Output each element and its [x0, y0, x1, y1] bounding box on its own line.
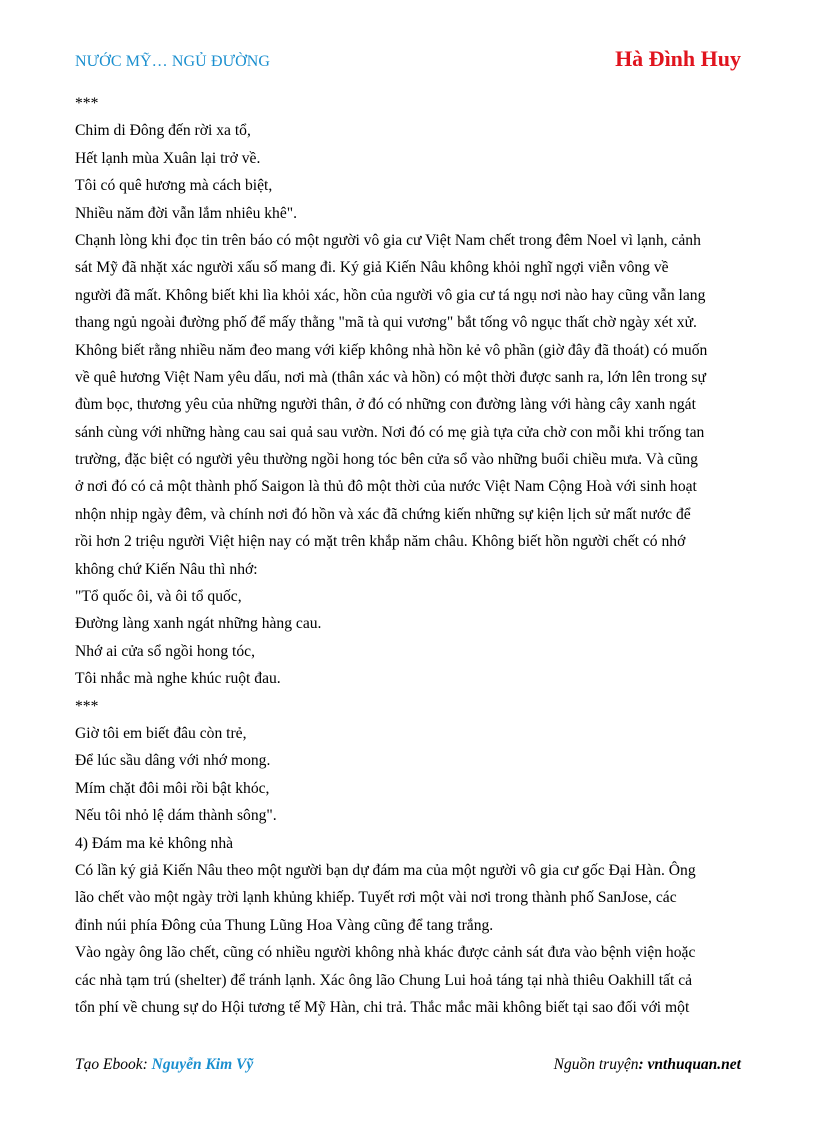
footer-source-separator: : — [638, 1056, 648, 1073]
footer-credit — [75, 1056, 253, 1074]
text-line: Chim di Đông đến rời xa tổ, — [75, 122, 251, 140]
text-line: Nếu tôi nhỏ lệ dám thành sông". — [75, 807, 277, 825]
text-line: Có lần ký giả Kiến Nâu theo một người bạn dự đám ma của một người vô gia cư gốc Đại Hàn. Ông — [75, 861, 696, 879]
text-line: *** — [75, 697, 99, 715]
page-header — [75, 46, 741, 78]
text-line: Tôi nhắc mà nghe khúc ruột đau. — [75, 670, 281, 688]
text-line: Hết lạnh mùa Xuân lại trở về. — [75, 149, 261, 167]
text-line: người đã mất. Không biết khi lìa khỏi xác, hồn của người vô gia cư tá ngụ nơi nào hay cũng vẫn lang — [75, 286, 706, 304]
text-line: 4) Đám ma kẻ không nhà — [75, 834, 234, 852]
footer-source-label: Nguồn truyện — [553, 1056, 639, 1073]
text-line: Mím chặt đôi môi rồi bật khóc, — [75, 779, 270, 797]
text-line: Nhiều năm đời vẫn lắm nhiêu khê". — [75, 204, 298, 222]
text-line: Không biết rằng nhiều năm đeo mang với kiếp không nhà hồn kẻ vô phần (giờ đây đã thoát) có muốn — [75, 341, 708, 359]
text-line: trường, đặc biệt có người yêu thường ngồi hong tóc bên cửa sổ vào những buổi chiều mưa. Và cũng — [75, 451, 698, 469]
text-line: ở nơi đó có cả một thành phố Saigon là thủ đô một thời của nước Việt Nam Cộng Hoà với sinh hoạt — [75, 478, 697, 496]
text-line: về quê hương Việt Nam yêu dấu, nơi mà (thân xác và hồn) có một thời được sanh ra, lớn lên trong sự — [75, 368, 706, 386]
text-line: "Tổ quốc ôi, và ôi tổ quốc, — [75, 588, 242, 606]
book-title: NƯỚC MỸ… NGỦ ĐƯỜNG — [75, 53, 271, 70]
text-line: Tôi có quê hương mà cách biệt, — [75, 177, 273, 195]
text-line: rồi hơn 2 triệu người Việt hiện nay có mặt trên khắp năm châu. Không biết hồn người chết có nhớ — [75, 533, 686, 551]
text-line: Nhớ ai cửa sổ ngồi hong tóc, — [75, 642, 255, 660]
text-line: đùm bọc, thương yêu của những người thân, ở đó có những con đường làng với hàng cây xanh ngát — [75, 396, 696, 414]
text-line: *** — [75, 95, 99, 112]
text-line: Để lúc sầu dâng với nhớ mong. — [75, 752, 271, 770]
footer-source — [554, 1056, 741, 1074]
text-line: sánh cùng với những hàng cau sai quả sau vườn. Nơi đó có mẹ già tựa cửa chờ con mỗi khi trống tan — [75, 423, 705, 441]
text-line: thang ngủ ngoài đường phố để mấy thằng "mã tà qui vương" bắt tống vô ngục thất chờ ngày xét xử. — [75, 314, 697, 332]
source-site: vnthuquan.net — [647, 1056, 741, 1073]
text-line: tổn phí về chung sự do Hội tương tế Mỹ Hàn, chi trả. Thắc mắc mãi không biết tại sao đối với một — [75, 998, 690, 1016]
footer-credit-separator: : — [142, 1056, 152, 1073]
footer-credit-label: Tạo Ebook — [75, 1056, 143, 1073]
text-line: Giờ tôi em biết đâu còn trẻ, — [75, 724, 247, 742]
text-line: lão chết vào một ngày trời lạnh khủng khiếp. Tuyết rơi một vài nơi trong thành phố SanJose, các — [75, 889, 677, 907]
text-line: nhộn nhịp ngày đêm, và chính nơi đó hồn và xác đã chứng kiến những sự kiện lịch sử mất nước để — [75, 505, 691, 523]
author-name: Hà Đình Huy — [615, 46, 741, 71]
text-line: sát Mỹ đã nhặt xác người xấu số mang đi. Ký giả Kiến Nâu không khỏi nghĩ ngợi viễn vông về — [75, 259, 669, 277]
text-line: Chạnh lòng khi đọc tin trên báo có một người vô gia cư Việt Nam chết trong đêm Noel vì lạnh, cảnh — [75, 231, 701, 249]
page-body — [75, 90, 745, 1021]
text-line: Đường làng xanh ngát những hàng cau. — [75, 615, 322, 633]
text-line: các nhà tạm trú (shelter) để tránh lạnh. Xác ông lão Chung Lui hoả táng tại nhà thiêu Oakhill tất cả — [75, 971, 693, 989]
text-line: đỉnh núi phía Đông của Thung Lũng Hoa Vàng cũng để tang trắng. — [75, 916, 494, 934]
text-line: không chứ Kiến Nâu thì nhớ: — [75, 560, 258, 578]
text-line: Vào ngày ông lão chết, cũng có nhiều người không nhà khác được cảnh sát đưa vào bệnh viện hoặc — [75, 944, 696, 962]
ebook-creator-name: Nguyễn Kim Vỹ — [151, 1056, 254, 1073]
